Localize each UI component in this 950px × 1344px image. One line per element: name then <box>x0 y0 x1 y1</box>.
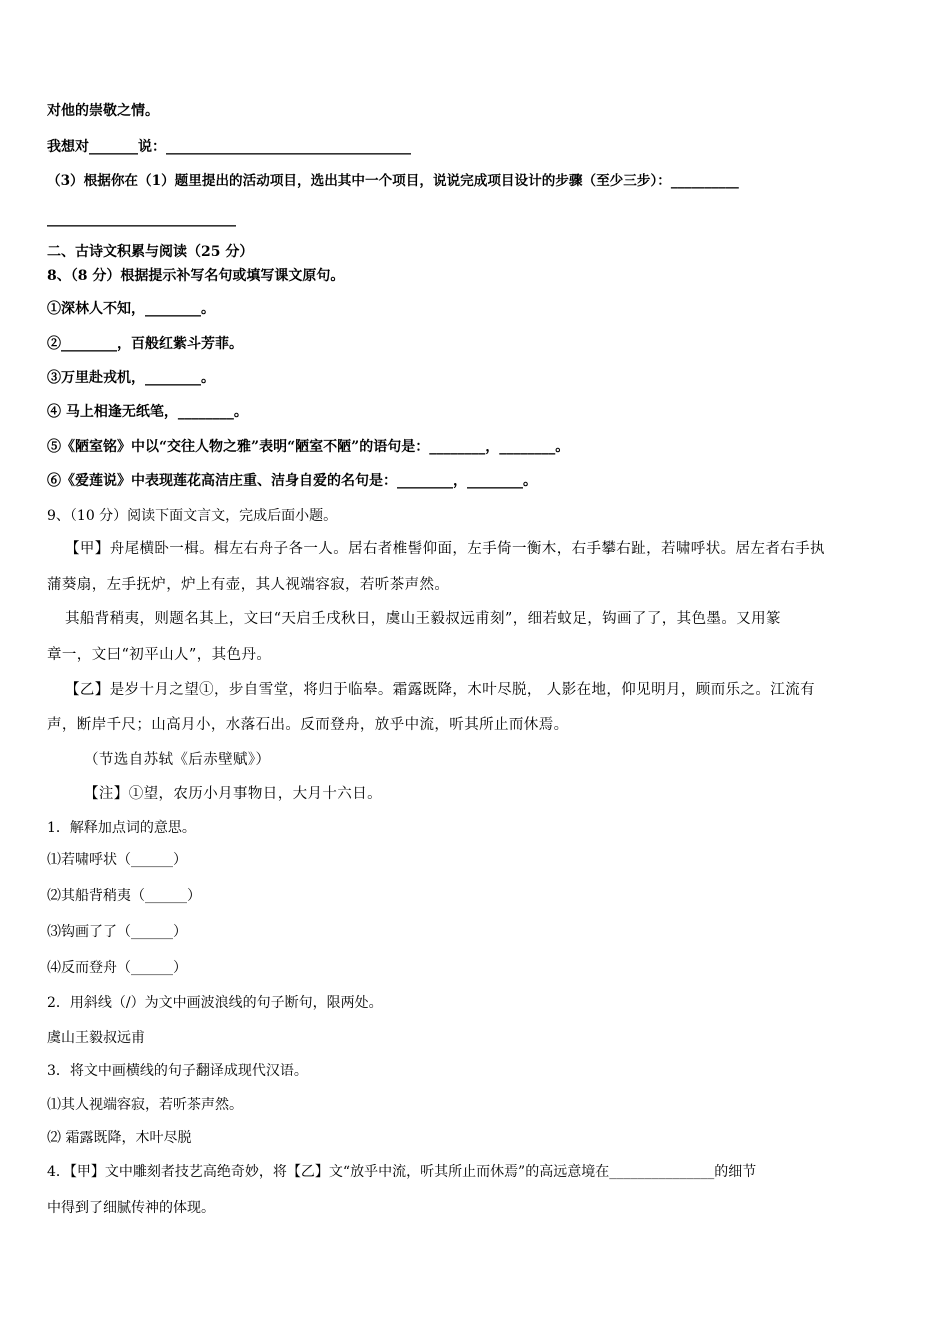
section-heading: 二、古诗文积累与阅读（25 分） <box>47 244 254 260</box>
q7-line-a: 对他的崇敬之情。 <box>47 103 159 119</box>
q9-header: 9、（10 分）阅读下面文言文，完成后面小题。 <box>47 508 338 524</box>
q9-sub4-line: 中得到了细腻传神的体现。 <box>47 1200 215 1216</box>
passage-note: 【注】①望，农历小月事物日，大月十六日。 <box>84 786 382 802</box>
q8-item-4: ④ 马上相逢无纸笔，________。 <box>47 404 248 420</box>
q8-item-6: ⑥《爱莲说》中表现莲花高洁庄重、洁身自爱的名句是：________，________。 <box>47 473 537 489</box>
q9-sub2-prompt: 2．用斜线（/）为文中画波浪线的句子断句，限两处。 <box>47 995 383 1011</box>
q9-sub1-item-3: ⑶钩画了了（______） <box>47 924 187 940</box>
q9-sub4-line: 4．【甲】文中雕刻者技艺高绝奇妙，将【乙】文“放乎中流，听其所止而休焉”的高远意境在_______________的细节 <box>47 1164 757 1180</box>
q7-blank-recipient[interactable]: _______ <box>89 139 138 155</box>
q9-sub1-item-1: ⑴若啸呼状（______） <box>47 852 187 868</box>
q9-sub2-text: 虞山王毅叔远甫 <box>47 1030 145 1046</box>
q9-sub1-item-4: ⑷反而登舟（______） <box>47 960 187 976</box>
passage-source: （节选自苏轼《后赤壁赋》） <box>84 752 271 768</box>
q7-line-c: （3）根据你在（1）题里提出的活动项目，选出其中一个项目，说说完成项目设计的步骤（至少三步）：__________ <box>47 173 739 189</box>
passage-yi-line: 声，断岸千尺；山高月小，水落石出。反而登舟，放乎中流，听其所止而休焉。 <box>47 717 569 733</box>
q9-sub1-prompt: 1．解释加点词的意思。 <box>47 820 196 836</box>
passage-jia-line: 章一，文曰“初平山人”，其色丹。 <box>47 647 272 663</box>
q9-sub3-item-1: ⑴其人视端容寂，若听茶声然。 <box>47 1097 243 1113</box>
passage-yi-line: 【乙】是岁十月之望①，步自雪堂，将归于临皋。霜露既降，木叶尽脱， 人影在地，仰见明月，顾而乐之。江流有 <box>65 682 816 698</box>
q7-line-b <box>47 137 411 157</box>
passage-jia-line: 【甲】舟尾横卧一楫。楫左右舟子各一人。居右者椎髻仰面，左手倚一衡木，右手攀右趾，若啸呼状。居左者右手执 <box>65 541 825 557</box>
q9-sub1-item-2: ⑵其船背稍夷（______） <box>47 888 201 904</box>
q8-header: 8、（8 分）根据提示补写名句或填写课文原句。 <box>47 268 345 284</box>
q7-line-d-blank[interactable]: ___________________________ <box>47 211 236 227</box>
passage-jia-line: 其船背稍夷，则题名其上，文曰“天启壬戌秋日，虞山王毅叔远甫刻”，细若蚊足，钩画了了，其色墨。又用篆 <box>65 611 781 627</box>
q7-line-b-mid: 说： <box>138 139 166 155</box>
q8-item-1: ①深林人不知，________。 <box>47 301 215 317</box>
q8-item-3: ③万里赴戎机，________。 <box>47 370 215 386</box>
q7-line-b-prefix: 我想对 <box>47 139 89 155</box>
q9-sub3-prompt: 3．将文中画横线的句子翻译成现代汉语。 <box>47 1063 308 1079</box>
q9-sub3-item-2: ⑵ 霜露既降，木叶尽脱 <box>47 1130 192 1146</box>
q7-blank-message[interactable]: ___________________________________ <box>166 139 411 155</box>
passage-jia-line: 蒲葵扇，左手抚炉，炉上有壶，其人视端容寂，若听茶声然。 <box>47 577 450 593</box>
q8-item-2: ②________，百般红紫斗芳菲。 <box>47 336 243 352</box>
q8-item-5: ⑤《陋室铭》中以“交往人物之雅”表明“陋室不陋”的语句是：________，________。 <box>47 439 570 455</box>
